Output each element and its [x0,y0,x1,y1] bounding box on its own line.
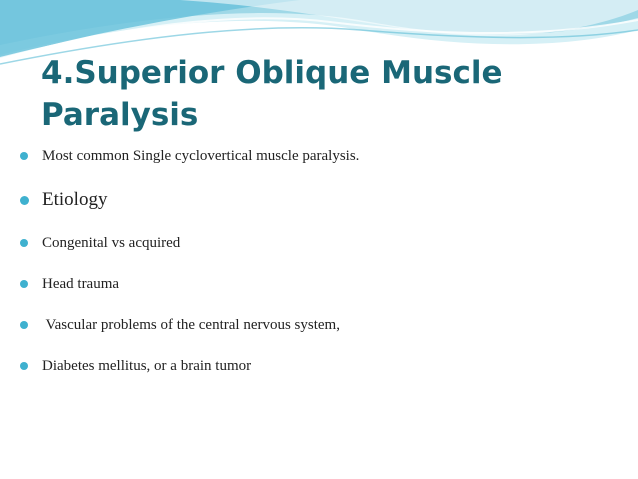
bullet-item [20,356,620,376]
bullet-dot-icon [20,239,28,247]
bullet-item [20,233,620,253]
bullet-item [20,146,620,166]
bullet-dot-icon [20,321,28,329]
bullet-dot-icon [20,362,28,370]
bullet-item [20,274,620,294]
bullet-item [20,188,620,212]
bullet-text: Etiology [42,189,108,210]
bullet-item [20,315,620,335]
bullet-text: Congenital vs acquired [42,235,181,251]
bullet-list [20,146,620,376]
bullet-dot-icon [20,196,29,205]
bullet-text: Most common Single cyclovertical muscle paralysis. [42,148,360,164]
bullet-text: Head trauma [42,276,120,292]
slide-title: 4.Superior Oblique Muscle Paralysis [41,55,503,133]
bullet-dot-icon [20,152,28,160]
bullet-dot-icon [20,280,28,288]
bullet-text: Diabetes mellitus, or a brain tumor [42,358,252,374]
bullet-text: Vascular problems of the central nervous system, [42,317,340,333]
